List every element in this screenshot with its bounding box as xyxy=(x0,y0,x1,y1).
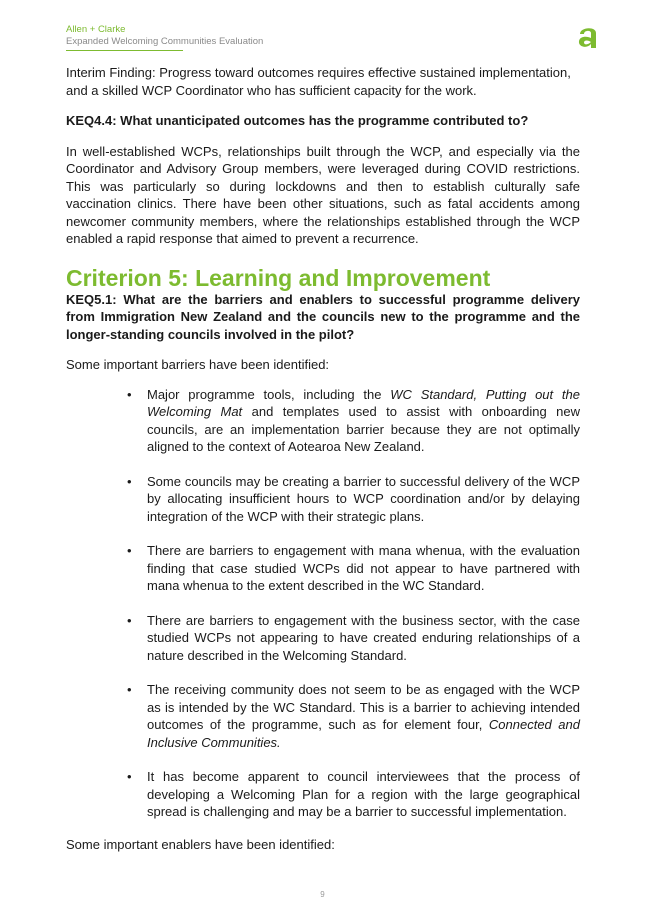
barriers-list xyxy=(66,386,580,821)
bullet-icon: • xyxy=(127,769,132,784)
bullet-icon: • xyxy=(127,473,132,489)
document-body xyxy=(66,64,580,853)
criterion-5-title: Criterion 5: Learning and Improvement xyxy=(66,264,491,291)
bullet-icon: • xyxy=(127,682,132,697)
bullet-icon: • xyxy=(127,386,132,402)
bullet-icon: • xyxy=(127,543,132,558)
bullet-icon: • xyxy=(127,612,132,628)
keq44-paragraph: In well-established WCPs, relationships built through the WCP, and especially via the Coordinator and Advisory Group members, were leveraged during COVID restrictions. This was particularly so during lockdowns and then to establish culturally safe vaccination clinics. There have been other situations, such as fatal accidents among newcomer community members, where the relationships established through the WCP enabled a rapid response that aimed to prevent a recurrence. xyxy=(66,143,580,246)
interim-finding: Interim Finding: Progress toward outcomes requires effective sustained implementation, and a skilled WCP Coordinator who has sufficient capacity for the work. xyxy=(66,65,571,98)
barrier-item-3: • There are barriers to engagement with mana whenua, with the evaluation finding that case studied WCPs did not appear to have partnered with mana whenua to the extent described in the WC Standard. xyxy=(127,543,580,593)
enablers-intro: Some important enablers have been identified: xyxy=(66,836,335,852)
keq51-heading: KEQ5.1: What are the barriers and enablers to successful programme delivery from Immigration New Zealand and the councils new to the programme and the longer-standing councils involved in the pilot? xyxy=(66,291,580,342)
page-number: 9 xyxy=(320,890,325,899)
header-rule xyxy=(66,50,183,51)
keq44-heading: KEQ4.4: What unanticipated outcomes has the programme contributed to? xyxy=(66,113,529,128)
header-subtitle: Expanded Welcoming Communities Evaluation xyxy=(66,36,264,47)
barrier-item-4: • There are barriers to engagement with the business sector, with the case studied WCPs not appearing to have created enduring relationships of a nature described in the Welcoming Standard. xyxy=(127,612,580,663)
header-org-name: Allen + Clarke xyxy=(66,24,126,35)
barrier-item-1: • Major programme tools, including the WC Standard, Putting out the Welcoming Mat and templates used to assist with onboarding new councils, are an implementation barrier because they are not optimally aligned to the context of Aotearoa New Zealand. xyxy=(127,386,580,454)
barrier-item-6: • It has become apparent to council interviewees that the process of developing a Welcoming Plan for a region with the large geographical spread is challenging and may be a barrier to successful implementation. xyxy=(127,769,580,819)
barrier-item-2: • Some councils may be creating a barrier to successful delivery of the WCP by allocating insufficient hours to WCP coordination and/or by delaying integration of the WCP with their strategic plans. xyxy=(127,473,580,524)
allen-clarke-logo-icon xyxy=(574,22,602,50)
barrier-item-5: • The receiving community does not seem to be as engaged with the WCP as is intended by the WC Standard. This is a barrier to achieving intended outcomes of the programme, such as for element four, Connected and Inclusive Communities. xyxy=(127,682,580,750)
barriers-intro: Some important barriers have been identified: xyxy=(66,357,330,372)
page-header xyxy=(66,24,586,48)
